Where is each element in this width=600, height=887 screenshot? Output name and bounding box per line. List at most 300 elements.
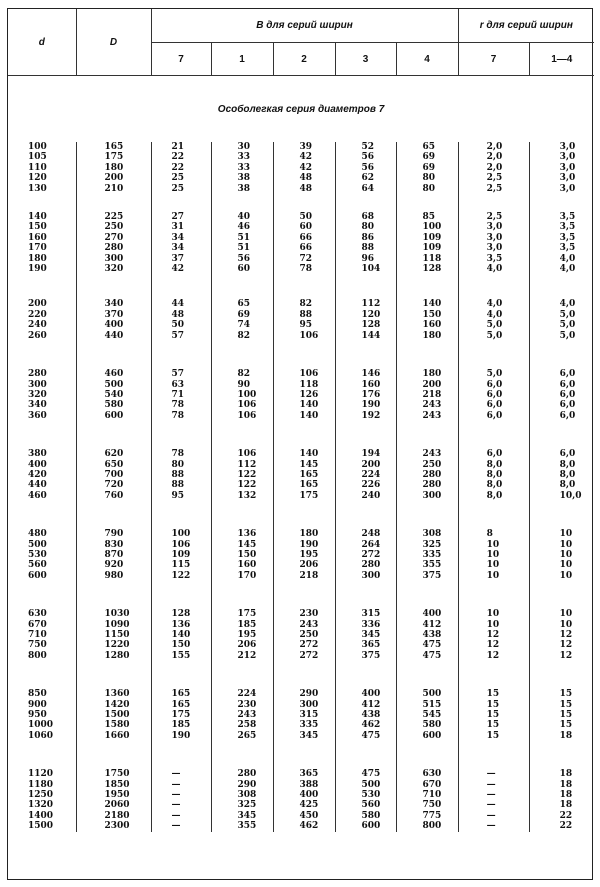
cell-value: 22 bbox=[559, 810, 573, 821]
cell-value: 42 bbox=[171, 264, 185, 275]
cell-value: 440 bbox=[104, 330, 124, 341]
cell-value: 190 bbox=[28, 264, 47, 275]
cell-value: 170 bbox=[237, 570, 257, 581]
cell-value: 57 bbox=[171, 369, 185, 380]
cell-value: 10,0 bbox=[559, 490, 582, 501]
cell-value: 2,5 bbox=[486, 183, 503, 194]
cell-value: 25 bbox=[171, 183, 185, 194]
cell-value: 248 bbox=[361, 529, 381, 540]
row-group bbox=[8, 769, 594, 831]
cell-value: 140 bbox=[422, 299, 442, 310]
cell-value: 200 bbox=[361, 459, 381, 470]
cell-value: 400 bbox=[104, 320, 124, 331]
cell-value: 1950 bbox=[104, 790, 130, 801]
cell-value: 12 bbox=[486, 630, 500, 640]
cell-value: 145 bbox=[299, 459, 319, 470]
cell-value: 450 bbox=[299, 810, 319, 821]
cell-value: 82 bbox=[237, 330, 251, 341]
cell-value: 250 bbox=[299, 630, 319, 640]
cell-value: 4,0 bbox=[559, 264, 576, 275]
cell-value: 88 bbox=[171, 480, 185, 491]
cell-value: 10 bbox=[559, 609, 573, 620]
cell-b4 bbox=[396, 769, 458, 831]
cell-value: 31 bbox=[171, 222, 185, 233]
series-title: Особолегкая серия диаметров 7 bbox=[217, 103, 385, 115]
cell-value: 115 bbox=[171, 560, 191, 571]
cell-value: 100 bbox=[28, 142, 47, 152]
cell-value: 8,0 bbox=[559, 459, 576, 470]
cell-b4 bbox=[396, 609, 458, 689]
cell-value: 243 bbox=[237, 710, 257, 721]
cell-value: 96 bbox=[361, 253, 375, 264]
cell-value: 340 bbox=[104, 299, 124, 310]
cell-value: 1220 bbox=[104, 640, 130, 651]
cell-b1 bbox=[211, 689, 273, 769]
cell-value: 106 bbox=[237, 410, 257, 421]
cell-value: 6,0 bbox=[486, 379, 503, 390]
cell-value: 830 bbox=[104, 539, 124, 550]
cell-value: 15 bbox=[486, 710, 500, 721]
cell-value: 8,0 bbox=[486, 469, 503, 480]
cell-value: 82 bbox=[237, 369, 251, 380]
cell-b3 bbox=[335, 609, 396, 689]
cell-value: 280 bbox=[28, 369, 47, 380]
cell-r14 bbox=[529, 142, 594, 212]
cell-value: 106 bbox=[299, 369, 319, 380]
cell-b7 bbox=[151, 769, 211, 831]
cell-value: 980 bbox=[104, 570, 124, 581]
cell-value: 57 bbox=[171, 330, 185, 341]
cell-value: 18 bbox=[559, 800, 573, 811]
cell-value: 88 bbox=[299, 309, 313, 320]
cell-value: 8,0 bbox=[559, 469, 576, 480]
cell-value: 425 bbox=[299, 800, 319, 811]
cell-value: 1360 bbox=[104, 689, 130, 700]
cell-b4 bbox=[396, 212, 458, 299]
cell-value: 4,0 bbox=[486, 264, 503, 275]
cell-value: 22 bbox=[559, 821, 573, 832]
bearing-dimensions-table-frame bbox=[7, 8, 593, 880]
cell-value: 530 bbox=[361, 790, 381, 801]
cell-value: 280 bbox=[422, 469, 442, 480]
cell-value: 170 bbox=[28, 243, 47, 254]
cell-value: 140 bbox=[299, 400, 319, 411]
cell-value: 106 bbox=[237, 400, 257, 411]
cell-value: 3,0 bbox=[486, 232, 503, 243]
cell-value: 3,5 bbox=[559, 222, 576, 233]
cell-value: 2180 bbox=[104, 810, 130, 821]
cell-value: 2,0 bbox=[486, 142, 503, 152]
cell-value: — bbox=[486, 790, 496, 801]
cell-value: 4,0 bbox=[486, 299, 503, 310]
cell-value: 265 bbox=[237, 730, 257, 741]
cell-value: 710 bbox=[28, 630, 47, 640]
cell-value: 500 bbox=[104, 379, 124, 390]
cell-value: 4,0 bbox=[559, 253, 576, 264]
cell-value: 64 bbox=[361, 183, 375, 194]
cell-value: 10 bbox=[486, 570, 500, 581]
cell-value: 420 bbox=[28, 469, 47, 480]
cell-value: 175 bbox=[171, 710, 191, 721]
cell-value: 80 bbox=[361, 222, 375, 233]
cell-D bbox=[76, 299, 151, 369]
cell-value: 34 bbox=[171, 232, 185, 243]
cell-value: — bbox=[171, 790, 181, 801]
cell-value: 132 bbox=[237, 490, 257, 501]
cell-value: 15 bbox=[486, 689, 500, 700]
header-r-series-1-4: 1—4 bbox=[529, 43, 594, 76]
cell-value: 720 bbox=[104, 480, 124, 491]
cell-value: 56 bbox=[237, 253, 251, 264]
cell-value: 560 bbox=[28, 560, 47, 571]
cell-value: 109 bbox=[422, 243, 442, 254]
cell-value: 475 bbox=[361, 730, 381, 741]
cell-value: 6,0 bbox=[559, 400, 576, 411]
cell-value: 140 bbox=[299, 410, 319, 421]
cell-value: 12 bbox=[486, 640, 500, 651]
cell-value: 56 bbox=[361, 162, 375, 173]
row-group bbox=[8, 369, 594, 449]
cell-value: 80 bbox=[171, 459, 185, 470]
cell-value: 1180 bbox=[28, 779, 54, 790]
cell-value: 71 bbox=[171, 389, 185, 400]
cell-value: 10 bbox=[486, 609, 500, 620]
cell-value: 300 bbox=[104, 253, 124, 264]
cell-r7 bbox=[458, 529, 529, 609]
cell-b2 bbox=[273, 609, 335, 689]
cell-b4 bbox=[396, 299, 458, 369]
cell-value: 145 bbox=[237, 539, 257, 550]
cell-value: 345 bbox=[237, 810, 257, 821]
cell-b7 bbox=[151, 142, 211, 212]
cell-value: 195 bbox=[299, 549, 319, 560]
cell-value: 8,0 bbox=[486, 459, 503, 470]
cell-b3 bbox=[335, 689, 396, 769]
cell-value: 6,0 bbox=[559, 389, 576, 400]
cell-value: 38 bbox=[237, 183, 251, 194]
cell-value: 2,5 bbox=[486, 212, 503, 223]
cell-b7 bbox=[151, 689, 211, 769]
cell-value: 144 bbox=[361, 330, 381, 341]
cell-value: 175 bbox=[104, 152, 124, 163]
cell-r14 bbox=[529, 299, 594, 369]
cell-b1 bbox=[211, 449, 273, 529]
cell-D bbox=[76, 142, 151, 212]
cell-value: 206 bbox=[299, 560, 319, 571]
cell-value: 3,0 bbox=[486, 243, 503, 254]
cell-value: 240 bbox=[28, 320, 47, 331]
cell-value: — bbox=[486, 800, 496, 811]
cell-value: 194 bbox=[361, 449, 381, 460]
cell-value: 6,0 bbox=[559, 379, 576, 390]
cell-value: 120 bbox=[361, 309, 381, 320]
row-group bbox=[8, 142, 594, 212]
cell-value: 51 bbox=[237, 243, 251, 254]
cell-value: 210 bbox=[104, 183, 124, 194]
cell-value: 136 bbox=[171, 619, 191, 630]
cell-value: 4,0 bbox=[486, 309, 503, 320]
cell-value: 2300 bbox=[104, 821, 130, 832]
cell-value: — bbox=[171, 800, 181, 811]
cell-value: 48 bbox=[171, 309, 185, 320]
cell-D bbox=[76, 449, 151, 529]
cell-value: 165 bbox=[171, 699, 191, 710]
cell-b2 bbox=[273, 212, 335, 299]
cell-value: 775 bbox=[422, 810, 442, 821]
cell-value: 2,5 bbox=[486, 173, 503, 184]
cell-value: 600 bbox=[28, 570, 47, 581]
cell-value: 1420 bbox=[104, 699, 130, 710]
cell-value: 60 bbox=[237, 264, 251, 275]
cell-value: 18 bbox=[559, 779, 573, 790]
cell-b7 bbox=[151, 449, 211, 529]
cell-r7 bbox=[458, 609, 529, 689]
cell-value: — bbox=[171, 821, 181, 832]
cell-value: 100 bbox=[237, 389, 257, 400]
header-r-group: r для серий ширин bbox=[458, 9, 594, 43]
cell-value: 78 bbox=[299, 264, 313, 275]
cell-value: 1850 bbox=[104, 779, 130, 790]
cell-value: 230 bbox=[237, 699, 257, 710]
cell-value: 5,0 bbox=[559, 309, 576, 320]
cell-value: 106 bbox=[237, 449, 257, 460]
cell-value: 150 bbox=[237, 549, 257, 560]
header-D: D bbox=[76, 9, 151, 76]
cell-b1 bbox=[211, 609, 273, 689]
cell-value: 130 bbox=[28, 183, 47, 194]
cell-value: 42 bbox=[299, 162, 313, 173]
cell-b3 bbox=[335, 299, 396, 369]
cell-d bbox=[8, 529, 76, 609]
cell-value: 8,0 bbox=[559, 480, 576, 491]
cell-value: 380 bbox=[28, 449, 47, 460]
cell-value: 50 bbox=[171, 320, 185, 331]
cell-value: — bbox=[171, 769, 181, 780]
cell-value: 150 bbox=[28, 222, 47, 233]
cell-value: 200 bbox=[422, 379, 442, 390]
cell-value: 12 bbox=[559, 640, 573, 651]
cell-b4 bbox=[396, 449, 458, 529]
cell-r14 bbox=[529, 609, 594, 689]
cell-value: 300 bbox=[299, 699, 319, 710]
cell-d bbox=[8, 689, 76, 769]
cell-value: — bbox=[171, 779, 181, 790]
cell-value: 100 bbox=[422, 222, 442, 233]
cell-value: 160 bbox=[361, 379, 381, 390]
cell-b4 bbox=[396, 529, 458, 609]
cell-value: 185 bbox=[171, 720, 191, 731]
cell-value: 206 bbox=[237, 640, 257, 651]
cell-value: 140 bbox=[299, 449, 319, 460]
cell-value: 800 bbox=[28, 650, 47, 661]
cell-value: 34 bbox=[171, 243, 185, 254]
cell-value: 10 bbox=[559, 539, 573, 550]
cell-value: 308 bbox=[422, 529, 442, 540]
cell-value: 62 bbox=[361, 173, 375, 184]
row-group bbox=[8, 212, 594, 299]
cell-r14 bbox=[529, 689, 594, 769]
cell-value: 118 bbox=[422, 253, 442, 264]
cell-value: 580 bbox=[104, 400, 124, 411]
cell-value: 300 bbox=[361, 570, 381, 581]
cell-value: 72 bbox=[299, 253, 313, 264]
cell-value: 750 bbox=[28, 640, 47, 651]
cell-value: 112 bbox=[237, 459, 257, 470]
cell-d bbox=[8, 299, 76, 369]
cell-value: 360 bbox=[28, 410, 47, 421]
cell-value: 1400 bbox=[28, 810, 54, 821]
cell-value: 412 bbox=[361, 699, 381, 710]
cell-r14 bbox=[529, 769, 594, 831]
cell-value: 1500 bbox=[28, 821, 54, 832]
cell-value: 180 bbox=[422, 330, 442, 341]
cell-value: 315 bbox=[299, 710, 319, 721]
cell-value: 165 bbox=[299, 480, 319, 491]
cell-value: 8 bbox=[486, 529, 493, 540]
cell-value: 175 bbox=[237, 609, 257, 620]
cell-value: 336 bbox=[361, 619, 381, 630]
cell-value: 3,0 bbox=[559, 152, 576, 163]
cell-value: 900 bbox=[28, 699, 47, 710]
cell-value: 290 bbox=[237, 779, 257, 790]
row-group bbox=[8, 689, 594, 769]
cell-r7 bbox=[458, 212, 529, 299]
cell-value: 335 bbox=[422, 549, 442, 560]
cell-value: 272 bbox=[299, 650, 319, 661]
cell-value: 80 bbox=[422, 183, 436, 194]
cell-value: 10 bbox=[486, 619, 500, 630]
cell-value: 122 bbox=[171, 570, 191, 581]
cell-r7 bbox=[458, 142, 529, 212]
cell-value: 10 bbox=[486, 560, 500, 571]
cell-value: 920 bbox=[104, 560, 124, 571]
cell-value: 375 bbox=[422, 570, 442, 581]
cell-b1 bbox=[211, 769, 273, 831]
cell-value: 50 bbox=[299, 212, 313, 223]
cell-value: 630 bbox=[422, 769, 442, 780]
cell-value: 500 bbox=[28, 539, 47, 550]
cell-value: 272 bbox=[361, 549, 381, 560]
cell-value: 580 bbox=[361, 810, 381, 821]
cell-value: 308 bbox=[237, 790, 257, 801]
cell-value: 78 bbox=[171, 400, 185, 411]
cell-value: 22 bbox=[171, 162, 185, 173]
cell-value: — bbox=[171, 810, 181, 821]
cell-value: 48 bbox=[299, 183, 313, 194]
cell-r14 bbox=[529, 529, 594, 609]
cell-value: 110 bbox=[28, 162, 47, 173]
row-group bbox=[8, 529, 594, 609]
cell-value: — bbox=[486, 810, 496, 821]
cell-b2 bbox=[273, 369, 335, 449]
cell-value: 280 bbox=[104, 243, 124, 254]
cell-value: 15 bbox=[559, 699, 573, 710]
cell-b7 bbox=[151, 609, 211, 689]
cell-value: 1320 bbox=[28, 800, 54, 811]
cell-value: 18 bbox=[559, 730, 573, 741]
cell-value: 530 bbox=[28, 549, 47, 560]
cell-value: 112 bbox=[361, 299, 381, 310]
cell-value: 165 bbox=[104, 142, 124, 152]
cell-value: 44 bbox=[171, 299, 185, 310]
cell-value: 160 bbox=[28, 232, 47, 243]
cell-value: 109 bbox=[171, 549, 191, 560]
cell-value: 438 bbox=[422, 630, 442, 640]
cell-value: 15 bbox=[486, 720, 500, 731]
cell-value: 90 bbox=[237, 379, 251, 390]
cell-value: 66 bbox=[299, 243, 313, 254]
cell-b7 bbox=[151, 369, 211, 449]
header-B-series-7: 7 bbox=[151, 43, 211, 76]
cell-b3 bbox=[335, 212, 396, 299]
cell-b2 bbox=[273, 299, 335, 369]
cell-value: 438 bbox=[361, 710, 381, 721]
cell-value: 6,0 bbox=[559, 410, 576, 421]
cell-value: 109 bbox=[422, 232, 442, 243]
cell-value: — bbox=[486, 821, 496, 832]
cell-value: 85 bbox=[422, 212, 436, 223]
cell-value: 39 bbox=[299, 142, 313, 152]
cell-value: 355 bbox=[422, 560, 442, 571]
cell-value: 760 bbox=[104, 490, 124, 501]
cell-b1 bbox=[211, 299, 273, 369]
cell-value: 375 bbox=[361, 650, 381, 661]
cell-value: 224 bbox=[237, 689, 257, 700]
cell-value: 15 bbox=[486, 730, 500, 741]
header-r-series-7: 7 bbox=[458, 43, 529, 76]
cell-b3 bbox=[335, 142, 396, 212]
cell-value: 500 bbox=[422, 689, 442, 700]
cell-value: 355 bbox=[237, 821, 257, 832]
cell-value: 80 bbox=[422, 173, 436, 184]
cell-value: 88 bbox=[361, 243, 375, 254]
cell-value: 10 bbox=[559, 619, 573, 630]
cell-value: 140 bbox=[171, 630, 191, 640]
cell-value: 315 bbox=[361, 609, 381, 620]
cell-b7 bbox=[151, 212, 211, 299]
cell-value: — bbox=[486, 779, 496, 790]
cell-value: 212 bbox=[237, 650, 257, 661]
cell-value: 18 bbox=[559, 769, 573, 780]
cell-value: 6,0 bbox=[486, 389, 503, 400]
cell-value: 15 bbox=[486, 699, 500, 710]
cell-value: 475 bbox=[422, 640, 442, 651]
cell-value: 66 bbox=[299, 232, 313, 243]
cell-value: 10 bbox=[486, 539, 500, 550]
cell-b2 bbox=[273, 769, 335, 831]
cell-D bbox=[76, 769, 151, 831]
cell-value: 540 bbox=[104, 389, 124, 400]
cell-b3 bbox=[335, 369, 396, 449]
cell-value: 5,0 bbox=[486, 320, 503, 331]
cell-value: 200 bbox=[28, 299, 47, 310]
cell-value: 1750 bbox=[104, 769, 130, 780]
cell-D bbox=[76, 609, 151, 689]
cell-value: 365 bbox=[299, 769, 319, 780]
cell-value: 6,0 bbox=[559, 369, 576, 380]
cell-value: 226 bbox=[361, 480, 381, 491]
cell-value: 580 bbox=[422, 720, 442, 731]
cell-r7 bbox=[458, 689, 529, 769]
cell-D bbox=[76, 529, 151, 609]
cell-value: 51 bbox=[237, 232, 251, 243]
cell-value: 800 bbox=[422, 821, 442, 832]
cell-value: 146 bbox=[361, 369, 381, 380]
cell-d bbox=[8, 212, 76, 299]
cell-value: 325 bbox=[422, 539, 442, 550]
cell-value: 120 bbox=[28, 173, 47, 184]
cell-value: 280 bbox=[361, 560, 381, 571]
